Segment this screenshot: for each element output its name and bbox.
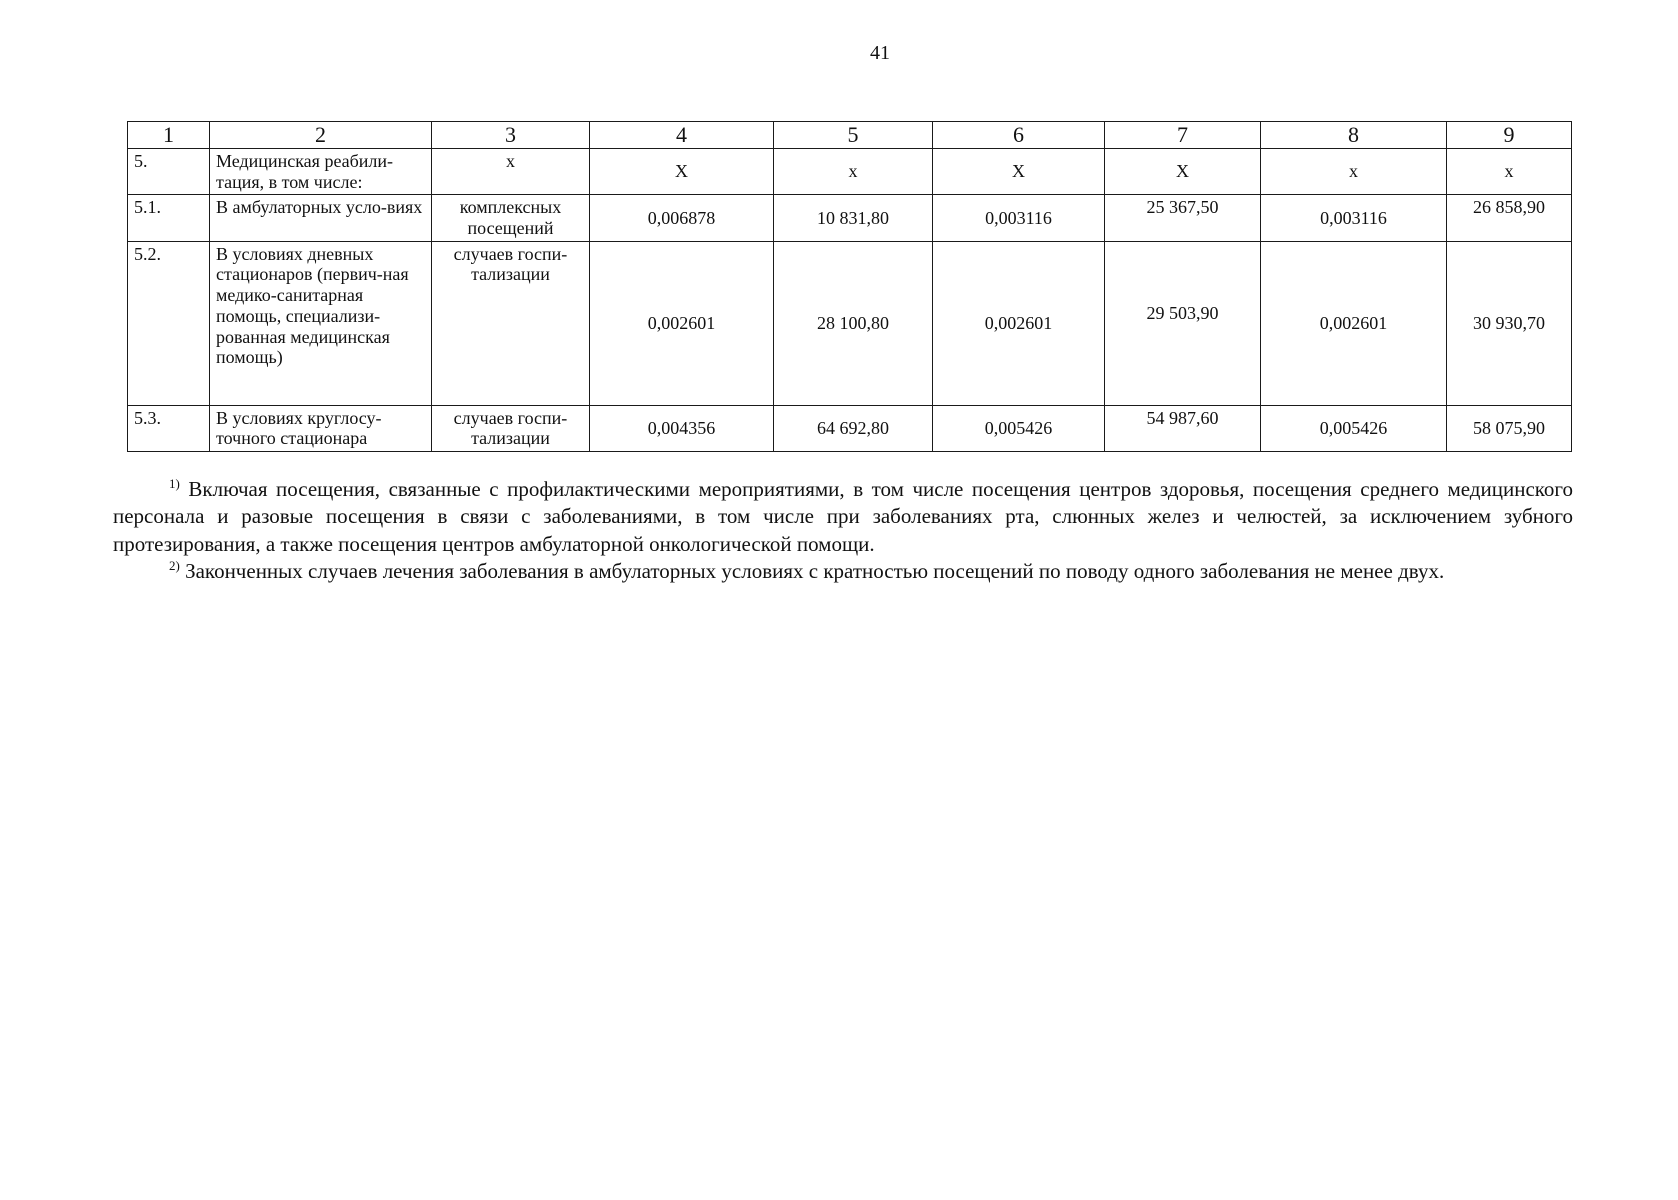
row-name: В амбулаторных усло-виях	[210, 195, 432, 241]
cell-col9: 58 075,90	[1447, 405, 1572, 451]
cell-col4: Х	[590, 149, 774, 195]
table-header-row	[128, 122, 1572, 149]
row-number: 5.3.	[128, 405, 210, 451]
footnote-1	[113, 476, 1573, 558]
footnote-text: Включая посещения, связанные с профилактическими мероприятиями, в том числе посещения центров здоровья, посещения среднего медицинского персонала и разовые посещения в связи с заболеваниями, в том числе при заболеваниях рта, слюнных желез и челюстей, за исключением зубного протезирования, а также посещения центров амбулаторной онкологической помощи.	[113, 477, 1573, 556]
footnote-text: Законченных случаев лечения заболевания в амбулаторных условиях с кратностью посещений по поводу одного заболевания не менее двух.	[185, 558, 1445, 583]
cell-col7: Х	[1105, 149, 1261, 195]
cell-col5: 28 100,80	[774, 241, 933, 405]
column-header: 7	[1105, 122, 1261, 149]
cell-col6: 0,005426	[933, 405, 1105, 451]
page-number: 41	[870, 42, 890, 64]
cell-col9: 30 930,70	[1447, 241, 1572, 405]
tariff-table	[127, 121, 1572, 452]
column-header: 4	[590, 122, 774, 149]
footnote-2	[113, 558, 1573, 585]
cell-col6: 0,003116	[933, 195, 1105, 241]
cell-col5: 10 831,80	[774, 195, 933, 241]
row-number: 5.1.	[128, 195, 210, 241]
cell-col9: х	[1447, 149, 1572, 195]
tariff-table-container	[127, 121, 1571, 452]
footnotes	[113, 476, 1573, 585]
cell-col8: 0,002601	[1261, 241, 1447, 405]
row-number: 5.	[128, 149, 210, 195]
table-row	[128, 195, 1572, 241]
column-header: 5	[774, 122, 933, 149]
cell-col5: 64 692,80	[774, 405, 933, 451]
row-unit: комплексных посещений	[432, 195, 590, 241]
cell-col7: 25 367,50	[1105, 195, 1261, 241]
cell-col4: 0,006878	[590, 195, 774, 241]
cell-col6: 0,002601	[933, 241, 1105, 405]
cell-col5: х	[774, 149, 933, 195]
column-header: 3	[432, 122, 590, 149]
table-row	[128, 241, 1572, 405]
row-number: 5.2.	[128, 241, 210, 405]
cell-col8: 0,005426	[1261, 405, 1447, 451]
column-header: 8	[1261, 122, 1447, 149]
column-header: 6	[933, 122, 1105, 149]
cell-col8: х	[1261, 149, 1447, 195]
table-row	[128, 405, 1572, 451]
cell-col7: 29 503,90	[1105, 241, 1261, 405]
row-unit: случаев госпи-тализации	[432, 405, 590, 451]
row-name: В условиях круглосу-точного стационара	[210, 405, 432, 451]
row-name: В условиях дневных стационаров (первич-ная медико-санитарная помощь, специализи-рованная медицинская помощь)	[210, 241, 432, 405]
row-unit: х	[432, 149, 590, 195]
column-header: 1	[128, 122, 210, 149]
cell-col9: 26 858,90	[1447, 195, 1572, 241]
footnote-mark: 1)	[169, 476, 180, 491]
row-name: Медицинская реабили-тация, в том числе:	[210, 149, 432, 195]
footnote-mark: 2)	[169, 557, 180, 573]
column-header: 9	[1447, 122, 1572, 149]
cell-col7: 54 987,60	[1105, 405, 1261, 451]
column-header: 2	[210, 122, 432, 149]
table-row	[128, 149, 1572, 195]
row-unit: случаев госпи-тализации	[432, 241, 590, 405]
cell-col6: Х	[933, 149, 1105, 195]
cell-col4: 0,002601	[590, 241, 774, 405]
cell-col4: 0,004356	[590, 405, 774, 451]
cell-col8: 0,003116	[1261, 195, 1447, 241]
